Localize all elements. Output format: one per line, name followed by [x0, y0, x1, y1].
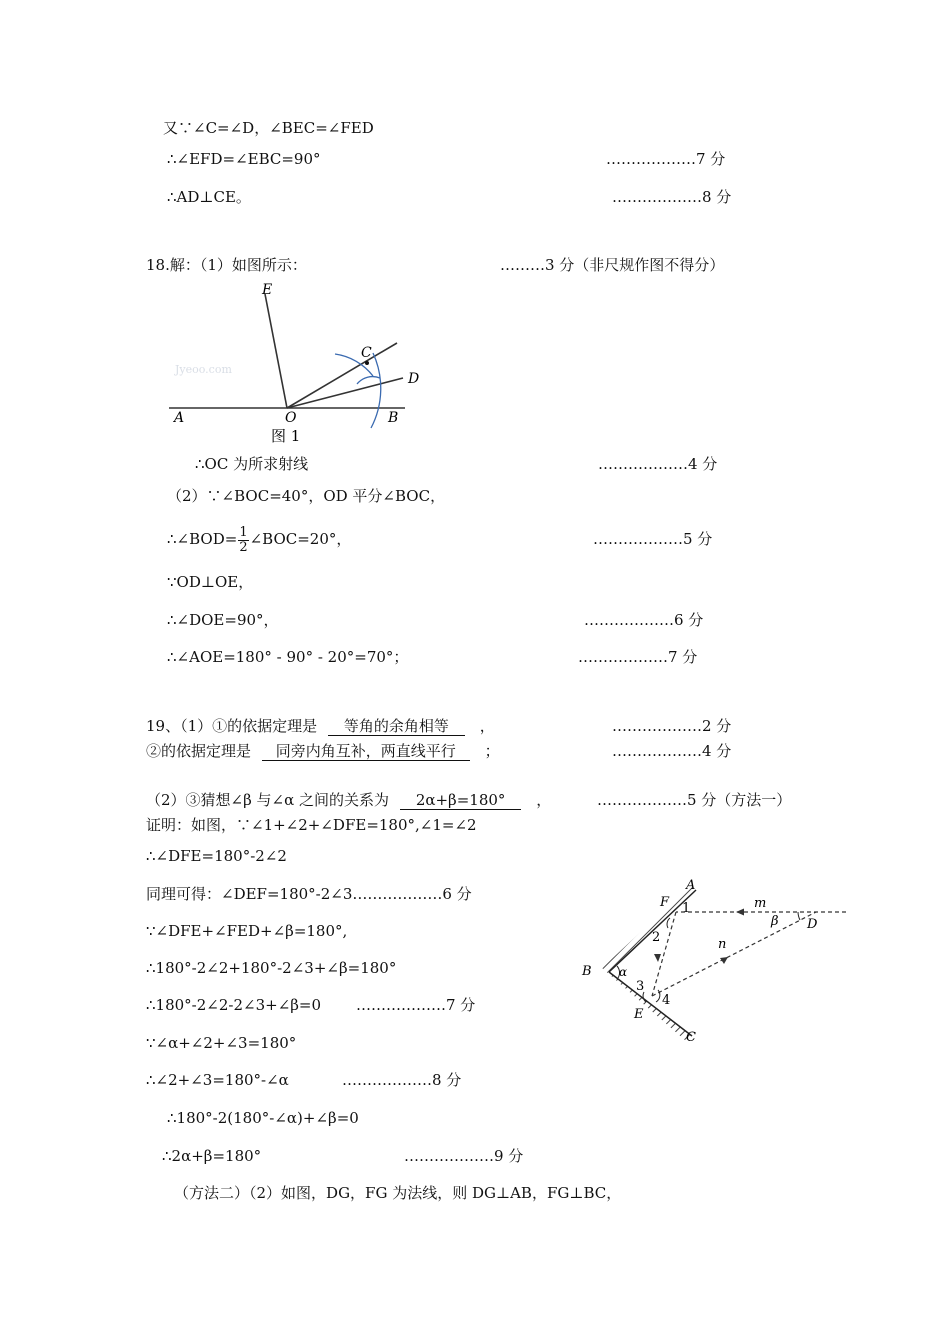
- label-f: F: [660, 895, 670, 910]
- p17-line2: ∴∠EFD=∠EBC=90°: [167, 150, 321, 168]
- label-2: 2: [652, 930, 661, 945]
- p18-oc-score: ………………4 分: [598, 455, 718, 473]
- p19-q1-answer: 等角的余角相等: [328, 717, 465, 736]
- proof-line-3: 同理可得：∠DEF=180°-2∠3………………6 分: [146, 885, 472, 903]
- p18-aoe-line: ∴∠AOE=180° - 90° - 20°=70°；: [167, 648, 409, 666]
- figure2-reflection-diagram: [578, 874, 850, 1054]
- p18-part2-line: （2）∵∠BOC=40°，OD 平分∠BOC，: [167, 487, 446, 505]
- figure1-angle-construction: [165, 280, 425, 448]
- p19-q2: [146, 741, 500, 761]
- label-n: n: [718, 937, 727, 952]
- label-1: 1: [682, 901, 691, 916]
- label-o: O: [285, 410, 297, 426]
- proof-line-10-score: ………………9 分: [404, 1147, 524, 1165]
- label-alpha: α: [619, 965, 628, 979]
- p19-q2-suffix: ；: [484, 742, 500, 760]
- p18-aoe-score: ………………7 分: [578, 648, 698, 666]
- proof-line-2: ∴∠DFE=180°-2∠2: [146, 847, 287, 865]
- p18-bod-suffix: ∠BOC=20°，: [249, 530, 352, 548]
- p17-line3-score: ………………8 分: [612, 188, 732, 206]
- label-e: E: [262, 282, 273, 298]
- p18-perp-line: ∵OD⊥OE，: [167, 573, 254, 591]
- p18-doe-line: ∴∠DOE=90°，: [167, 611, 279, 629]
- fraction-numerator: 1: [239, 524, 248, 540]
- p19-q2-score: ………………4 分: [612, 742, 732, 760]
- p19-q2-answer: 同旁内角互补，两直线平行: [262, 742, 470, 761]
- proof-line-6: ∴180°-2∠2-2∠3+∠β=0: [146, 996, 322, 1014]
- proof-line-10: ∴2α+β=180°: [162, 1147, 262, 1165]
- p17-line1: 又∵∠C=∠D，∠BEC=∠FED: [163, 119, 374, 137]
- p19-q3: [146, 790, 551, 810]
- proof-line-8: ∴∠2+∠3=180°-∠α: [146, 1071, 289, 1089]
- p19-q1-suffix: ，: [479, 717, 495, 735]
- label-c: C: [361, 345, 372, 361]
- p18-bod-score: ………………5 分: [593, 530, 713, 548]
- label-d2: D: [807, 917, 818, 932]
- p18-doe-score: ………………6 分: [584, 611, 704, 629]
- method2-line: （方法二）（2）如图，DG，FG 为法线，则 DG⊥AB，FG⊥BC，: [174, 1184, 622, 1202]
- p19-q1-score: ………………2 分: [612, 717, 732, 735]
- label-a2: A: [686, 878, 696, 893]
- fraction-denominator: 2: [239, 539, 248, 555]
- proof-line-8-score: ………………8 分: [342, 1071, 462, 1089]
- p18-bod-prefix: ∴∠BOD=: [167, 530, 238, 548]
- figure1-caption: 图 1: [271, 427, 301, 445]
- p19-q3-answer: 2α+β=180°: [400, 791, 522, 810]
- label-b: B: [388, 410, 399, 426]
- p17-line3: ∴AD⊥CE。: [167, 188, 251, 206]
- fraction-one-half: [238, 526, 248, 555]
- label-e2: E: [634, 1007, 644, 1022]
- proof-line-1: 证明：如图，∵∠1+∠2+∠DFE=180°,∠1=∠2: [146, 816, 477, 834]
- p17-line2-score: ………………7 分: [606, 150, 726, 168]
- label-4: 4: [662, 993, 671, 1008]
- label-c2: C: [686, 1030, 696, 1045]
- label-m: m: [754, 896, 767, 911]
- label-d: D: [408, 371, 420, 387]
- proof-line-7: ∵∠α+∠2+∠3=180°: [146, 1034, 297, 1052]
- p18-bod-line: [167, 522, 351, 556]
- p19-q3-score: ………………5 分（方法一）: [597, 791, 792, 809]
- proof-line-6-score: ………………7 分: [356, 996, 476, 1014]
- proof-line-5: ∴180°-2∠2+180°-2∠3+∠β=180°: [146, 959, 397, 977]
- label-a: A: [174, 410, 185, 426]
- label-b2: B: [582, 964, 592, 979]
- proof-line-4: ∵∠DFE+∠FED+∠β=180°,: [146, 922, 348, 940]
- p19-q1-prefix: 19、（1）①的依据定理是: [146, 717, 318, 735]
- p18-heading: 18.解：（1）如图所示：: [146, 256, 307, 274]
- figure1-watermark: Jyeoo.com: [175, 363, 232, 376]
- proof-line-9: ∴180°-2(180°-∠α)+∠β=0: [167, 1109, 359, 1127]
- label-beta: β: [771, 914, 779, 929]
- p19-q3-prefix: （2）③猜想∠β 与∠α 之间的关系为: [146, 791, 390, 809]
- p19-q2-prefix: ②的依据定理是: [146, 742, 252, 760]
- point-c: [365, 361, 369, 365]
- p18-heading-score: ………3 分（非尺规作图不得分）: [500, 256, 725, 274]
- p19-q1: [146, 716, 495, 736]
- p18-oc-line: ∴OC 为所求射线: [195, 455, 309, 473]
- label-3: 3: [636, 979, 645, 994]
- p19-q3-suffix: ，: [536, 791, 552, 809]
